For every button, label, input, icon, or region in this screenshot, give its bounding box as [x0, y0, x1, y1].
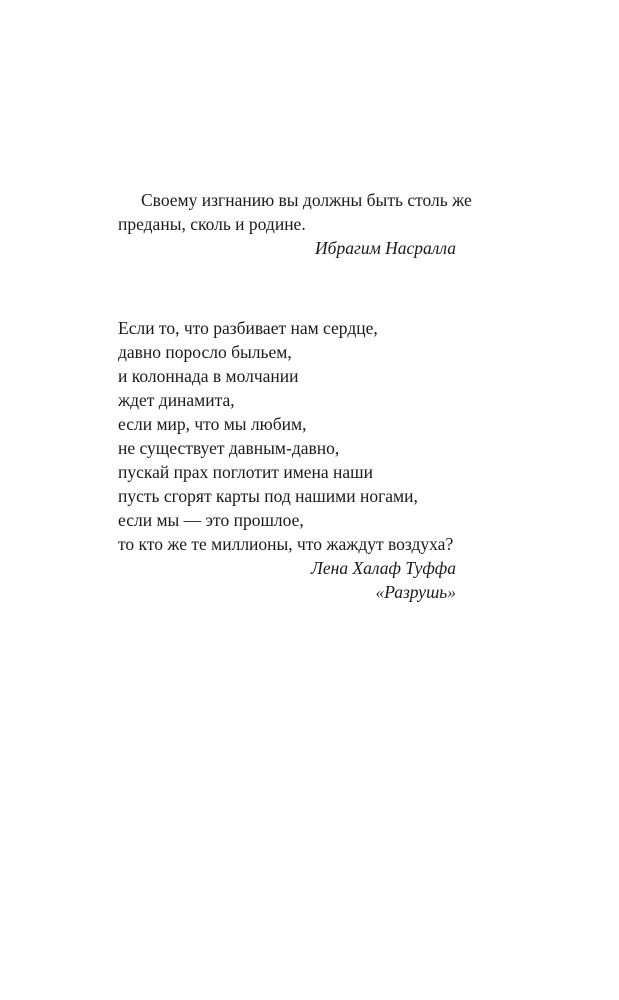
poem-line: если мир, что мы любим,: [118, 414, 307, 434]
poem-line: и колоннада в молчании: [118, 366, 299, 386]
epigraph-author: Ибрагим Насралла: [315, 238, 456, 258]
poem-line: не существует давным-давно,: [118, 438, 340, 458]
epigraph-nasrallah: [118, 188, 472, 260]
poem-line: давно поросло быльем,: [118, 342, 292, 362]
poem-author: Лена Халаф Туффа: [311, 558, 456, 578]
poem-line: то кто же те миллионы, что жаждут воздуха?: [118, 534, 454, 554]
poem-line: если мы — это прошлое,: [118, 510, 304, 530]
epigraph-line: преданы, сколь и родине.: [118, 214, 306, 234]
poem-line: пусть сгорят карты под нашими ногами,: [118, 486, 418, 506]
epigraph-line: Своему изгнанию вы должны быть столь же: [141, 190, 472, 210]
poem-line: Если то, что разбивает нам сердце,: [118, 318, 378, 338]
poem-source-title: «Разрушь»: [375, 582, 456, 602]
epigraph-poem: [118, 316, 456, 604]
poem-line: пускай прах поглотит имена наши: [118, 462, 374, 482]
poem-line: ждет динамита,: [118, 390, 235, 410]
